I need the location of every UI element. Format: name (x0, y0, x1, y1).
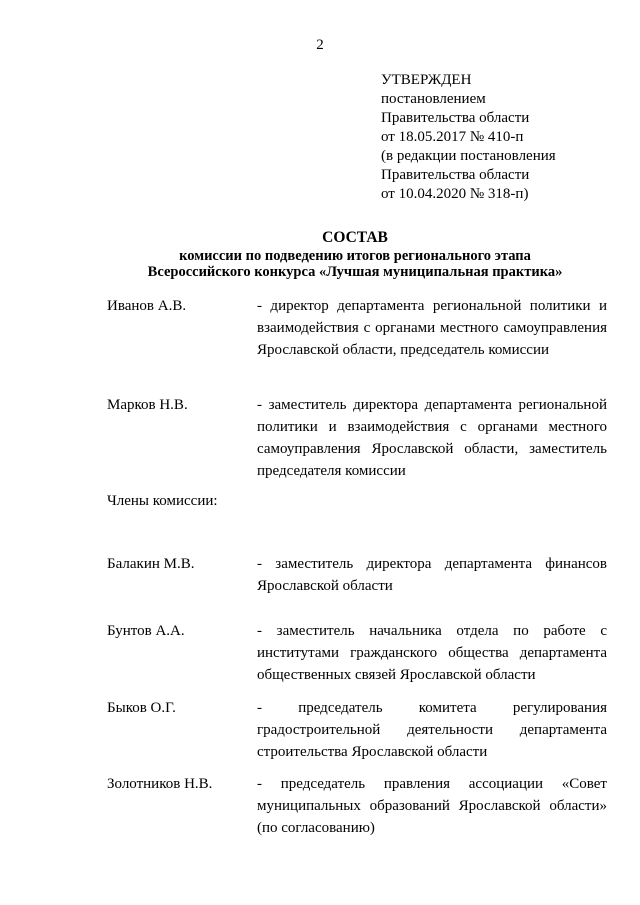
member-role: - председатель комитета регулирования градостроительной деятельности департамента строительства Ярославской области (257, 700, 607, 760)
approval-line: Правительства области (381, 167, 530, 183)
member-role: - заместитель директора департамента региональной политики и взаимодействия с органами местного самоуправления Ярославской области, заместитель председателя комиссии (257, 397, 607, 479)
member-name: Балакин М.В. (107, 556, 195, 572)
member-name: Быков О.Г. (107, 700, 176, 716)
approval-line: от 18.05.2017 № 410-п (381, 129, 524, 145)
member-name: Марков Н.В. (107, 397, 188, 413)
approval-line: УТВЕРЖДЕН (381, 72, 472, 88)
member-name: Иванов А.В. (107, 298, 187, 314)
page-number: 2 (316, 37, 324, 53)
member-role: - заместитель начальника отдела по работе с институтами гражданского общества департамента общественных связей Ярославской области (257, 623, 607, 683)
member-role: - заместитель директора департамента финансов Ярославской области (257, 556, 607, 594)
title-line-1: комиссии по подведению итогов регионального этапа (179, 248, 531, 264)
document-title (90, 228, 620, 280)
member-name: Золотников Н.В. (107, 776, 213, 792)
approval-line: Правительства области (381, 110, 530, 126)
approval-line: от 10.04.2020 № 318-п) (381, 186, 529, 202)
title-main: СОСТАВ (322, 229, 388, 246)
approval-stamp (381, 71, 556, 204)
member-role: - председатель правления ассоциации «Совет муниципальных образований Ярославской области» (по согласованию) (257, 776, 607, 836)
members-heading: Члены комиссии: (107, 493, 218, 509)
member-name: Бунтов А.А. (107, 623, 185, 639)
member-role: - директор департамента региональной политики и взаимодействия с органами местного самоуправления Ярославской области, председатель комиссии (257, 298, 607, 358)
title-line-2: Всероссийского конкурса «Лучшая муниципальная практика» (147, 264, 563, 280)
approval-line: (в редакции постановления (381, 148, 556, 164)
approval-line: постановлением (381, 91, 486, 107)
